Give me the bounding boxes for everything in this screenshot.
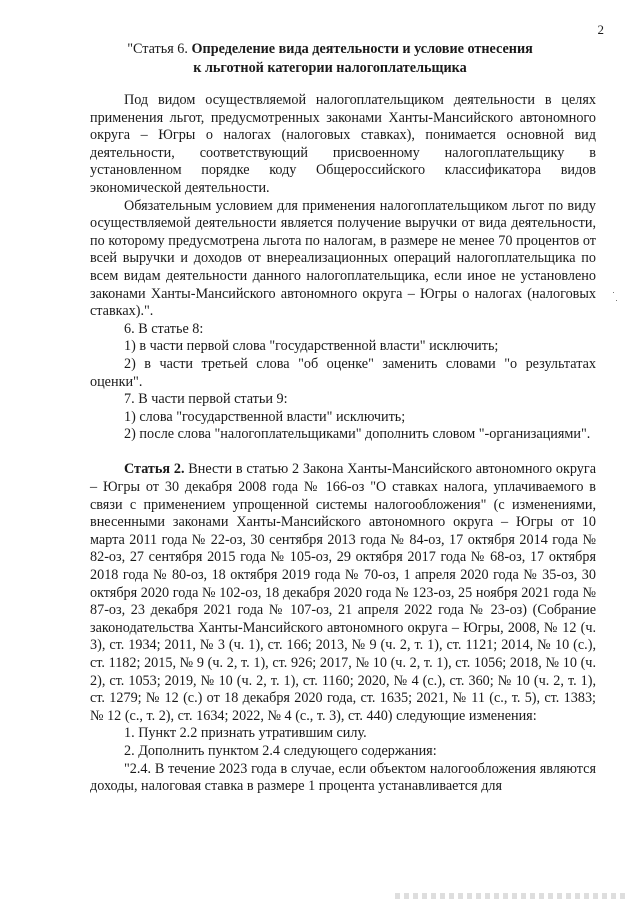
page-number: 2 [597,22,604,37]
paragraph: "2.4. В течение 2023 года в случае, если объектом налогообложения являются доходы, налоговая ставка в размере 1 процента устанавливается для [90,760,596,795]
paragraph: 2. Дополнить пунктом 2.4 следующего содержания: [124,742,437,759]
paragraph: 1) слова "государственной власти" исключить; [124,408,406,425]
document-body [90,92,596,796]
heading-title-line2: к льготной категории налогоплательщика [193,60,467,76]
paragraph: Под видом осуществляемой налогоплательщиком деятельности в целях применения льгот, предусмотренных законами Ханты-Мансийского автономного округа – Югры о налогах (налоговых ставках), понимается основной вид деятельности, соответствующий присвоенному налогоплательщику в установленном порядке коду Общероссийского классификатора видов экономической деятельности. [90,92,596,196]
paragraph: 1) в части первой слова "государственной власти" исключить; [124,338,499,355]
scan-speck [616,300,617,301]
heading-prefix: "Статья 6. [127,41,192,57]
article-2-paragraph [90,461,596,725]
scan-speck [613,292,614,293]
paragraph: Обязательным условием для применения налогоплательщиком льгот по виду осуществляемой деятельности является получение выручки от вида деятельности, по которому предусмотрена льгота по налогам, в размере не менее 70 процентов от всей выручки и доходов от внереализационных операций налогоплательщика по всем видам деятельности данного налогоплательщика, если иное не установлено законами Ханты-Мансийского автономного округа – Югры о налогах (налоговых ставках).". [90,197,596,320]
section-gap [90,444,596,462]
article-2-text: Внести в статью 2 Закона Ханты-Мансийского автономного округа – Югры от 30 декабря 2008 года № 166-оз "О ставках налога, уплачиваемого в связи с применением упрощенной системы налогообложения" (с изменениями, внесенными законами Ханты-Мансийского автономного округа – Югры от 10 марта 2011 года № 22-оз, 30 сентября 2013 года № 84-оз, 17 октября 2014 года № 82-оз, 27 сентября 2015 года № 105-оз, 29 октября 2017 года № 68-оз, 17 октября 2018 года № 80-оз, 18 октября 2019 года № 70-оз, 1 апреля 2020 года № 35-оз, 30 октября 2020 года № 102-оз, 18 декабря 2020 года № 123-оз, 25 ноября 2021 года № 87-оз, 23 декабря 2021 года № 107-оз, 21 апреля 2022 года № 23-оз) (Собрание законодательства Ханты-Мансийского автономного округа – Югры, 2008, № 12 (ч. 3), ст. 1934; 2011, № 3 (ч. 1), ст. 166; 2013, № 9 (ч. 2, т. 1), ст. 1121; 2014, № 10 (с.), ст. 1182; 2015, № 9 (ч. 2, т. 1), ст. 926; 2017, № 10 (ч. 2, т. 1), ст. 1056; 2018, № 10 (ч. 2), ст. 1053; 2019, № 10 (ч. 2, т. 1), ст. 1160; 2020, № 4 (с.), ст. 360; № 10 (ч. 2, т. 1), ст. 1279; № 12 (с.) от 18 декабря 2020 года, ст. 1635; 2021, № 11 (с., т. 5), ст. 1383; № 12 (с., т. 2), ст. 1634; 2022, № 4 (с., т. 3), ст. 440) следующие изменения: [90,461,596,724]
article-2-lead: Статья 2. [124,461,185,478]
heading-title-line1: Определение вида деятельности и условие отнесения [191,41,533,57]
article-heading [90,40,570,78]
paragraph: 1. Пункт 2.2 признать утратившим силу. [124,725,367,742]
paragraph: 7. В части первой статьи 9: [124,391,288,408]
paragraph: 2) после слова "налогоплательщиками" дополнить словом "-организациями". [124,426,591,443]
scan-edge-noise [395,893,625,899]
paragraph: 2) в части третьей слова "об оценке" заменить словами "о результатах оценки". [90,355,596,390]
paragraph: 6. В статье 8: [124,320,204,337]
